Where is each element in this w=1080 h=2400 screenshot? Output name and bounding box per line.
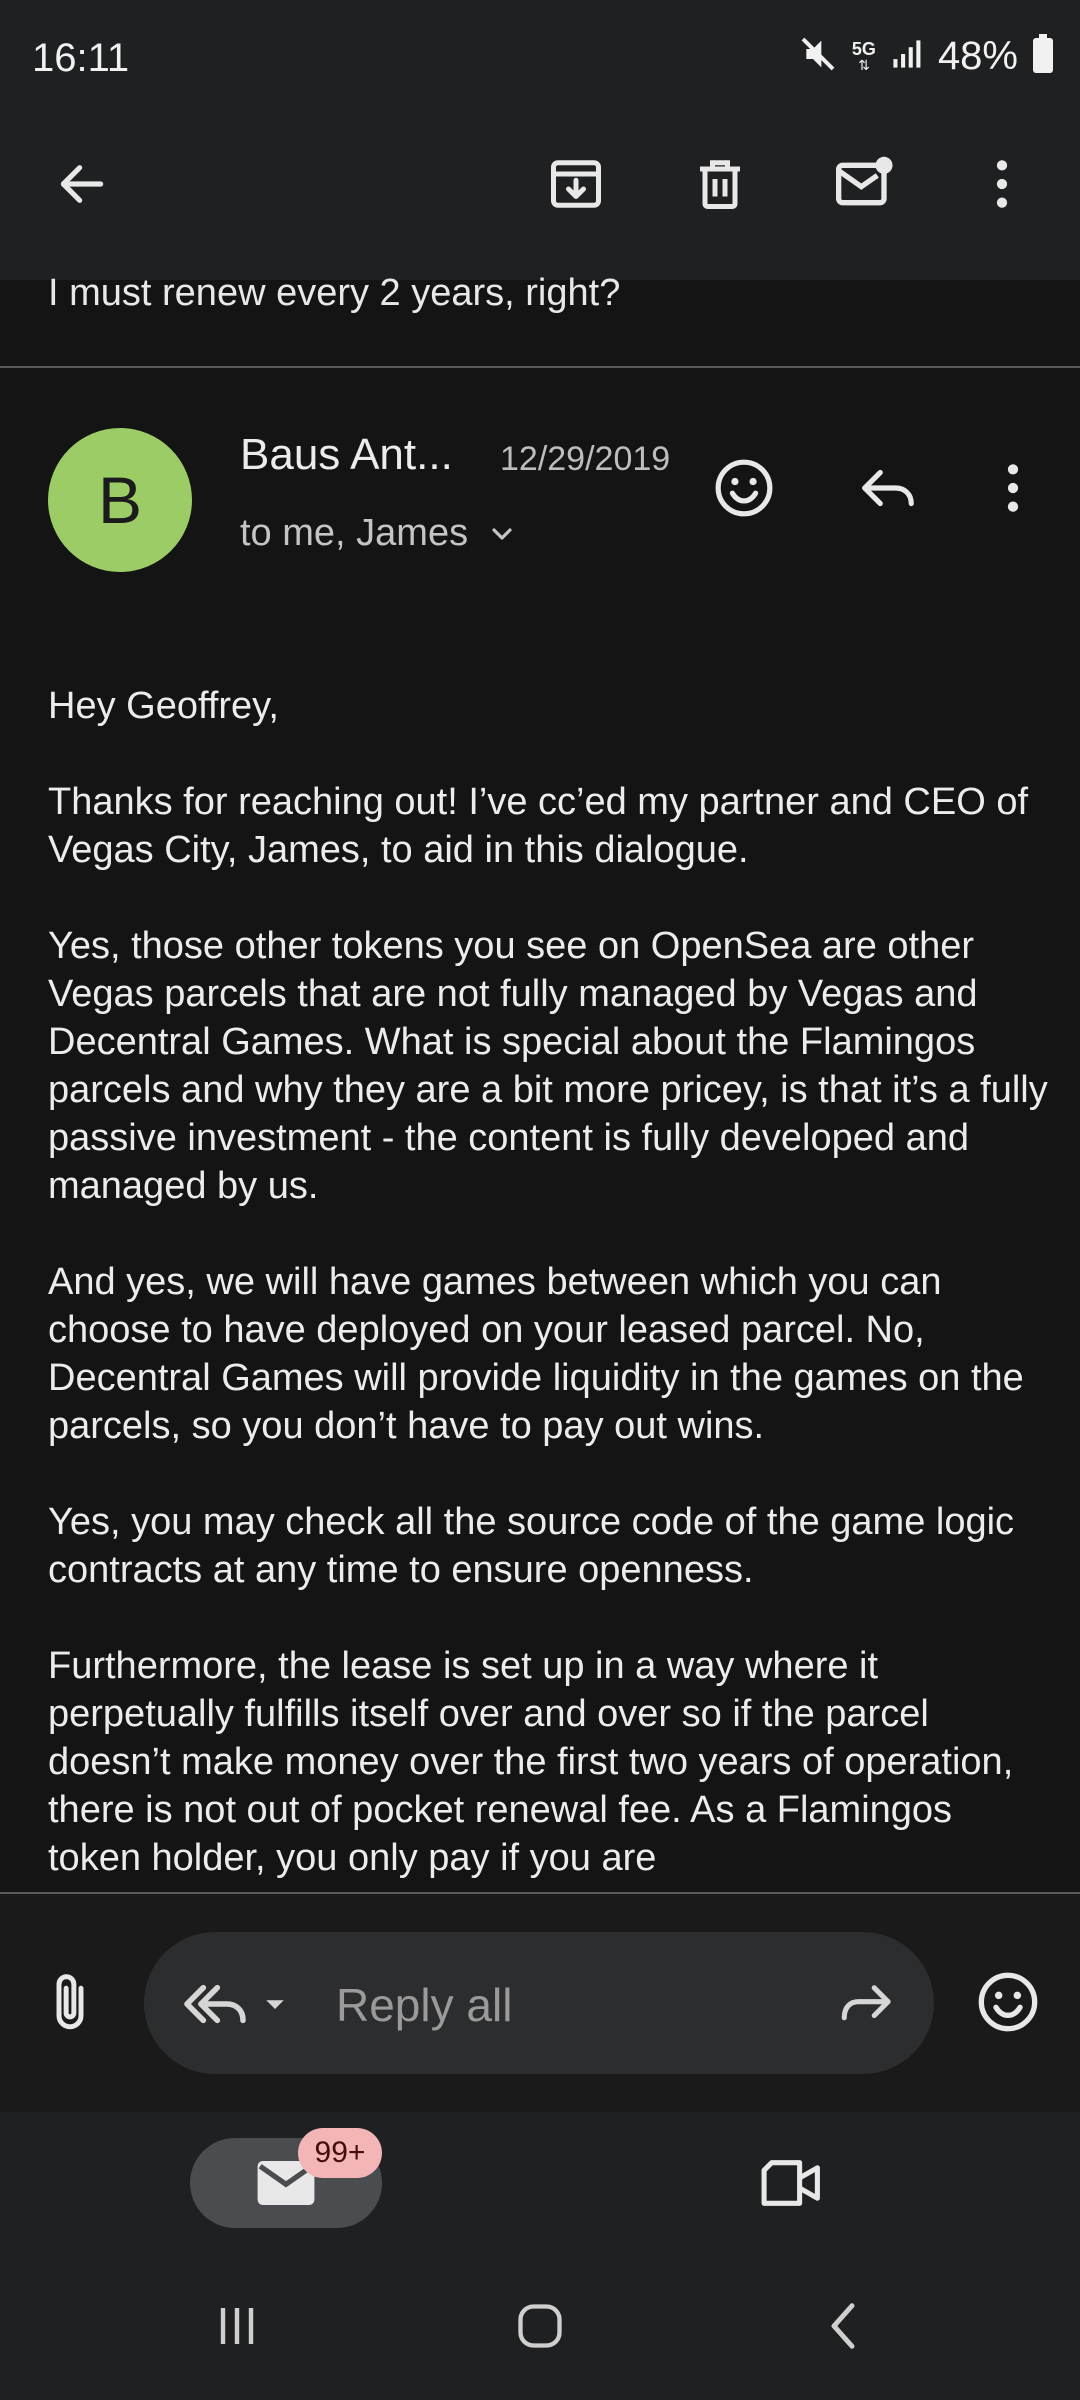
body-paragraph: Hey Geoffrey,: [48, 685, 279, 727]
attach-button[interactable]: [36, 1966, 104, 2038]
home-icon: [514, 2300, 566, 2352]
reply-button[interactable]: [852, 452, 924, 524]
caret-down-icon: [260, 1989, 290, 2019]
message-date: 12/29/2019: [500, 440, 671, 478]
delete-button[interactable]: [684, 148, 756, 220]
more-vertical-icon: [992, 156, 1012, 212]
battery-icon: [1032, 34, 1054, 79]
body-paragraph: Yes, you may check all the source code of the game logic contracts at any time to ensure openness.: [48, 1501, 1015, 1591]
unread-count-badge: 99+: [298, 2128, 382, 2178]
arrow-left-icon: [54, 156, 110, 212]
paperclip-icon: [48, 1969, 92, 2035]
previous-message-snippet[interactable]: I must renew every 2 years, right?: [48, 272, 621, 314]
recent-apps-button[interactable]: [192, 2290, 282, 2362]
signal-icon: [890, 37, 924, 76]
body-paragraph: Thanks for reaching out! I’ve cc’ed my partner and CEO of Vegas City, James, to aid in this dialogue.: [48, 781, 1029, 871]
sender-name: Baus Ant...: [240, 430, 453, 479]
emoji-icon: [713, 457, 775, 519]
sender-avatar[interactable]: B: [48, 428, 192, 572]
reply-all-icon: [180, 1978, 250, 2030]
network-type-icon: 5G ⇅: [851, 38, 876, 73]
mark-unread-button[interactable]: [828, 148, 900, 220]
recipients-toggle[interactable]: [240, 512, 518, 555]
add-reaction-button[interactable]: [708, 452, 780, 524]
archive-icon: [546, 154, 606, 214]
chevron-down-icon: [486, 518, 518, 550]
home-button[interactable]: [495, 2290, 585, 2362]
chevron-left-icon: [823, 2299, 863, 2353]
message-more-button[interactable]: [977, 452, 1049, 524]
system-back-button[interactable]: [798, 2290, 888, 2362]
more-options-button[interactable]: [966, 148, 1038, 220]
back-button[interactable]: [46, 148, 118, 220]
body-paragraph: Yes, those other tokens you see on OpenSea are other Vegas parcels that are not fully managed by Vegas and Decentral Games. What is special about the Flamingos parcels and why they are a bit more pricey, is that it’s a fully passive investment - the content is fully developed and managed by us.: [48, 925, 1048, 1207]
reply-mode-selector[interactable]: [180, 1972, 310, 2036]
emoji-icon: [976, 1970, 1040, 2034]
forward-button[interactable]: [830, 1972, 900, 2036]
battery-percent: 48%: [937, 34, 1018, 78]
archive-button[interactable]: [540, 148, 612, 220]
reply-emoji-button[interactable]: [972, 1966, 1044, 2038]
mute-icon: [798, 34, 838, 79]
reply-placeholder: Reply all: [336, 1979, 513, 2031]
recent-apps-icon: [213, 2301, 261, 2351]
status-icons: [798, 34, 1054, 79]
meet-tab[interactable]: [750, 2150, 834, 2216]
more-vertical-icon: [1003, 460, 1023, 516]
forward-icon: [835, 1980, 895, 2028]
trash-icon: [690, 154, 750, 214]
body-paragraph: Furthermore, the lease is set up in a way where it perpetually fulfills itself over and over so if the parcel doesn’t make money over the first two years of operation, there is not out of pocket renewal fee. As a Flamingos token holder, you only pay if you are: [48, 1645, 1014, 1879]
recipients-label: to me, James: [240, 512, 469, 554]
reply-icon: [857, 457, 919, 519]
video-camera-icon: [759, 2156, 825, 2210]
body-paragraph: And yes, we will have games between which you can choose to have deployed on your leased parcel. No, Decentral Games will provide liquidity in the games on the parcels, so you don’t have to pay out wins.: [48, 1261, 1024, 1447]
email-body: [48, 682, 1048, 1890]
status-time: 16:11: [32, 36, 130, 80]
mail-unread-icon: [832, 152, 896, 216]
divider: [0, 366, 1080, 368]
